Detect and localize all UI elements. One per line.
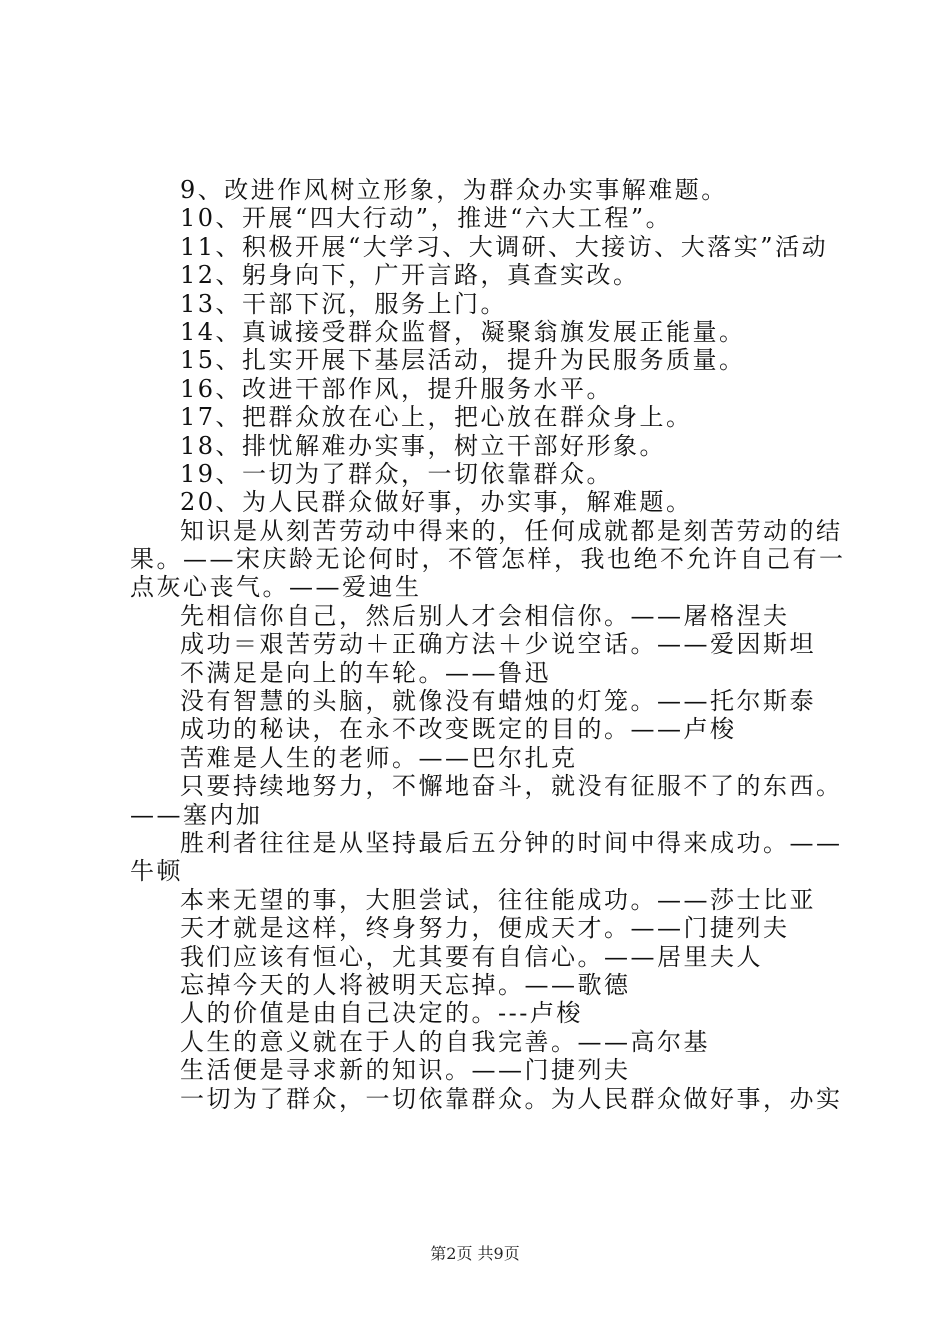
text-line: 13、干部下沉，服务上门。	[180, 289, 508, 318]
text-line: 14、真诚接受群众监督，凝聚翁旗发展正能量。	[180, 317, 746, 346]
text-line: 成功的秘诀，在永不改变既定的目的。——卢梭	[180, 715, 737, 744]
text-line: 11、积极开展“大学习、大调研、大接访、大落实”活动	[180, 232, 829, 261]
text-line: 先相信你自己，然后别人才会相信你。——屠格涅夫	[180, 601, 790, 630]
text-line: 成功＝艰苦劳动＋正确方法＋少说空话。——爱因斯坦	[180, 630, 816, 659]
text-line: 生活便是寻求新的知识。——门捷列夫	[180, 1056, 631, 1085]
text-line: 人生的意义就在于人的自我完善。——高尔基	[180, 1027, 710, 1056]
text-line: 一切为了群众，一切依靠群众。为人民群众做好事，办实	[180, 1084, 843, 1113]
text-line: 人的价值是由自己决定的。---卢梭	[180, 999, 583, 1028]
text-line: 10、开展“四大行动”，推进“六大工程”。	[180, 204, 673, 233]
text-line: 18、排忧解难办实事，树立干部好形象。	[180, 431, 667, 460]
text-line: 17、把群众放在心上，把心放在群众身上。	[180, 403, 693, 432]
text-line: 点灰心丧气。——爱迪生	[130, 573, 422, 602]
page-footer	[0, 1244, 950, 1264]
document-body	[130, 176, 846, 1113]
text-line: 12、躬身向下，广开言路，真查实改。	[180, 261, 640, 290]
text-line: 胜利者往往是从坚持最后五分钟的时间中得来成功。——	[180, 828, 843, 857]
text-line: 牛顿	[130, 857, 183, 886]
text-line: 15、扎实开展下基层活动，提升为民服务质量。	[180, 346, 746, 375]
text-line: 只要持续地努力，不懈地奋斗，就没有征服不了的东西。	[180, 772, 843, 801]
page-number-label: 第2页 共9页	[430, 1244, 520, 1263]
text-line: 不满足是向上的车轮。——鲁迅	[180, 658, 551, 687]
text-line: 20、为人民群众做好事，办实事，解难题。	[180, 488, 693, 517]
text-line: 知识是从刻苦劳动中得来的，任何成就都是刻苦劳动的结	[180, 516, 843, 545]
text-line: 我们应该有恒心，尤其要有自信心。——居里夫人	[180, 942, 763, 971]
text-line: 9、改进作风树立形象，为群众办实事解难题。	[180, 176, 728, 204]
text-line: 本来无望的事，大胆尝试，往往能成功。——莎士比亚	[180, 885, 816, 914]
text-line: 果。——宋庆龄无论何时，不管怎样，我也绝不允许自己有一	[130, 545, 846, 574]
text-line: 忘掉今天的人将被明天忘掉。——歌德	[180, 970, 631, 999]
text-line: 没有智慧的头脑，就像没有蜡烛的灯笼。——托尔斯泰	[180, 687, 816, 716]
text-line: 16、改进干部作风，提升服务水平。	[180, 374, 614, 403]
text-line: 19、一切为了群众，一切依靠群众。	[180, 459, 614, 488]
text-line: 苦难是人生的老师。——巴尔扎克	[180, 743, 578, 772]
text-line: ——塞内加	[130, 800, 263, 829]
text-line: 天才就是这样，终身努力，便成天才。——门捷列夫	[180, 914, 790, 943]
